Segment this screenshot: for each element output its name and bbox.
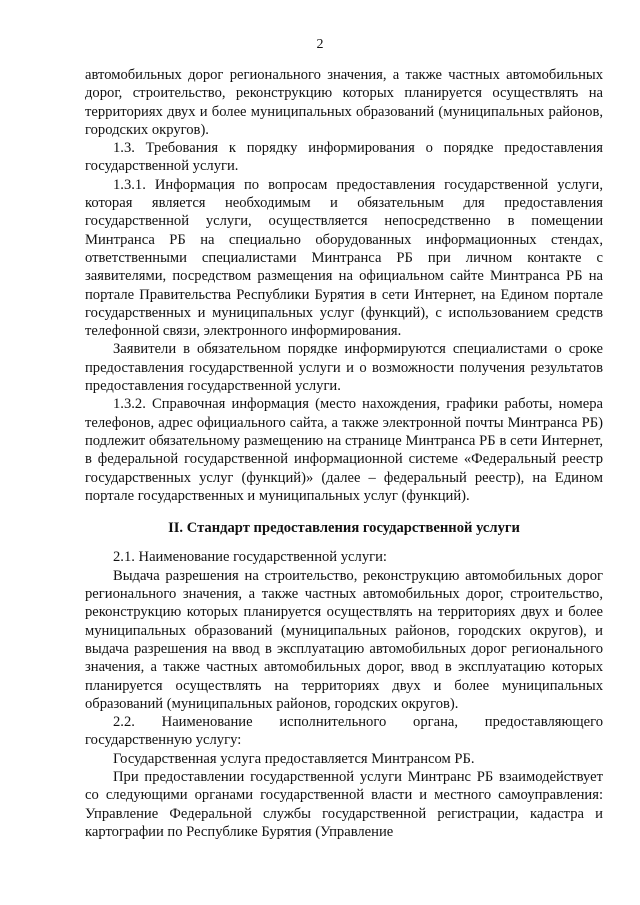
paragraph: 2.2. Наименование исполнительного органа, предоставляющего государственную услугу: [85,714,603,749]
paragraph: Заявители в обязательном порядке информируются специалистами о сроке предоставления государственной услуги и о возможности получения результатов предоставления государственной услуги. [85,341,603,395]
section-heading: II. Стандарт предоставления государственной услуги [168,520,520,537]
paragraph: Государственная услуга предоставляется Минтрансом РБ. [113,750,475,767]
paragraph: 1.3.2. Справочная информация (место нахождения, графики работы, номера телефонов, адрес официального сайта, а также электронной почты Минтранса РБ) подлежит обязательному размещению на странице Минтранса РБ в сети Интернет, в федеральной государственной информационной системе «Федеральный реестр государственных услуг (функций)» (далее – федеральный реестр), на Едином портале государственных и муниципальных услуг (функций). [85,396,603,504]
paragraph: 1.3. Требования к порядку информирования о порядке предоставления государственной услуги. [85,140,603,175]
paragraph: 2.1. Наименование государственной услуги: [113,549,387,566]
paragraph: При предоставлении государственной услуги Минтранс РБ взаимодействует со следующими органами государственной власти и местного самоуправления: Управление Федеральной службы государственной регистрации, кадастра и картографии по Республике Бурятия (Управление [85,768,603,840]
paragraphs-before-heading [85,66,603,505]
paragraphs-after-heading [85,548,603,841]
page-number: 2 [316,37,324,52]
document-body [85,66,603,841]
paragraph: Выдача разрешения на строительство, реконструкцию автомобильных дорог регионального значения, а также частных автомобильных дорог, строительство, реконструкцию которых планируется осуществлять на территориях двух и более муниципальных образований (муниципальных районов, городских округов), и выдача разрешения на ввод в эксплуатацию автомобильных дорог регионального значения, а также частных автомобильных дорог, ввод в эксплуатацию которых планируется осуществлять на территориях двух и более муниципальных образований (муниципальных районов, городских округов). [85,567,603,712]
paragraph: автомобильных дорог регионального значения, а также частных автомобильных дорог, строительство, реконструкцию которых планируется осуществлять на территориях двух и более муниципальных образований (муниципальных районов, городских округов). [85,67,603,138]
paragraph: 1.3.1. Информация по вопросам предоставления государственной услуги, которая является необходимым и обязательным для предоставления государственной услуги, осуществляется непосредственно в помещении Минтранса РБ на специально оборудованных информационных стендах, ответственными специалистами Минтранса РБ при личном контакте с заявителями, посредством размещения на официальном сайте Минтранса РБ на портале Правительства Республики Бурятия в сети Интернет, на Едином портале государственных и муниципальных услуг (функций), с использованием средств телефонной связи, электронного информирования. [85,176,603,340]
